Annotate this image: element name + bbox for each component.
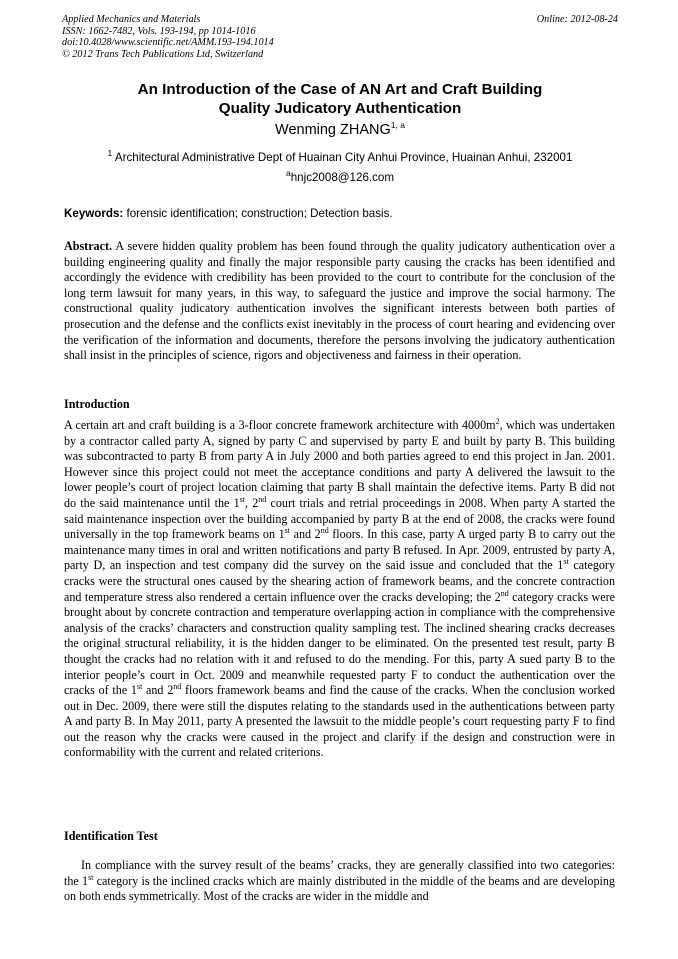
intro-text-10: floors framework beams and find the cause of the cracks. When the conclusion worked out in Dec. 2009, there were still the disputes relating to the standards used in the authentications between party A and party B. In May 2011, party A presented the lawsuit to the middle people’s court requesting party F to find out the reason why the cracks were caused in the project and clarify if the design and construction were in conformability with the current and related criterions. (64, 683, 615, 760)
intro-sup-6: st (563, 557, 569, 567)
intro-text-7: category cracks were the structural ones caused by the shearing action of framework beams, and the concrete contraction and temperature stress also rendered a certain influence over the cracks developing; the 2 (64, 558, 615, 604)
intro-sup-5: nd (320, 526, 329, 536)
journal-name: Applied Mechanics and Materials (62, 14, 201, 25)
author-line (62, 121, 618, 139)
abstract-label: Abstract. (64, 239, 113, 253)
keywords (64, 206, 616, 221)
email-superscript: a (285, 168, 291, 179)
intro-text-1: A certain art and craft building is a 3-floor concrete framework architecture with 4000m (64, 418, 496, 432)
affiliation-superscript: 1 (107, 148, 113, 159)
title-line-1: An Introduction of the Case of AN Art and Craft Building (137, 81, 543, 98)
introduction-paragraph (64, 418, 615, 761)
intro-text-4: court trials and retrial proceedings in 2008. When party A started the said maintenance inspection over the building accompanied by party B at the end of 2008, the cracks were found universally in the top framework beams on 1 (64, 495, 616, 542)
ident-text-2: category is the inclined cracks which are mainly distributed in the middle of the beams and are developing on both ends symmetrically. Most of the cracks are wider in the middle and (64, 873, 615, 904)
intro-text-8: category cracks were brought about by concrete contraction and temperature overlapping action in compliance with the comprehensive analysis of the cracks’ characters and construction quality sampling test. The inclined shearing cracks decreases the original structural reliability, it is the hidden danger to be eliminated. On the presented test result, party B thought the cracks had no relation with it and refused to do the mending. For this, party A sued party B to the interior people’s court in Oct. 2009 and meanwhile requested party F to conduct the authentication over the cracks of the 1 (64, 589, 615, 698)
intro-sup-1: 2 (495, 416, 500, 426)
author-superscript: 1, a (390, 120, 405, 131)
intro-sup-2: st (239, 494, 245, 504)
paper-title (62, 80, 618, 118)
keywords-label: Keywords: (64, 207, 124, 220)
intro-sup-4: st (284, 526, 290, 536)
author-name: Wenming ZHANG (275, 122, 391, 138)
identification-heading: Identification Test (64, 829, 158, 843)
ident-sup-1: st (88, 872, 94, 882)
email-address: hnjc2008@126.com (290, 171, 395, 184)
online-date: Online: 2012-08-24 (536, 14, 618, 25)
journal-doi: doi:10.4028/www.scientific.net/AMM.193-194.1014 (62, 37, 274, 49)
journal-issn: ISSN: 1662-7482, Vols. 193-194, pp 1014-1016 (62, 25, 256, 37)
introduction-heading: Introduction (64, 397, 130, 411)
abstract-text: A severe hidden quality problem has been found through the quality judicatory authentication over a building engineering quality and finally the major responsible party causing the cracks has been identified and accordingly the evidence with credibility has been provided to the court to contribute for the conclusion of the long term lawsuit for many years, in this way, to safeguard the justice and improve the social harmony. The constructional quality judicatory authentication involves the significant interests between both parties of prosecution and the defense and the conflicts exist inevitably in the process of court hearing and evidencing over the verification of the information and documents, therefore the persons involving the judicatory authentication shall insist in the principles of science, rigors and objectiveness and fairness in their operation. (64, 239, 615, 363)
abstract (64, 239, 615, 364)
intro-sup-8: st (136, 682, 143, 692)
intro-sup-9: nd (173, 682, 182, 692)
intro-text-6: floors. In this case, party A urged party B to carry out the maintenance many times in oral and written notifications and party B refused. In Apr. 2009, entrusted by party A, party D, an inspection and test company did the survey on the said issue and concluded that the 1 (64, 527, 615, 573)
intro-sup-3: nd (258, 494, 267, 504)
intro-sup-7: nd (500, 588, 509, 598)
affiliation (62, 150, 618, 165)
intro-text-2: , which was undertaken by a contractor called party A, signed by party C and supervised by party E and built by party B. This building was subcontracted to party B from party A in July 2000 and both parties agreed to end this project in Jan. 2001. However since this project could not meet the acceptance conditions and party A delivered the lawsuit to the lower people’s court of project location claiming that party B shall maintain the defective items. Party B did not do the said maintenance until the 1 (64, 418, 615, 510)
title-line-2: Quality Judicatory Authentication (218, 100, 462, 117)
intro-text-5: and 2 (289, 527, 321, 542)
affiliation-text: Architectural Administrative Dept of Huainan City Anhui Province, Huainan Anhui, 232001 (114, 151, 573, 164)
keywords-text: forensic identification; construction; Detection basis. (123, 207, 393, 220)
intro-text-9: and 2 (142, 683, 174, 698)
identification-paragraph (64, 858, 615, 905)
ident-text-1: In compliance with the survey result of the beams’ cracks, they are generally classified into two categories: the 1 (64, 858, 615, 888)
intro-text-3: , 2 (245, 495, 259, 510)
journal-info (62, 14, 274, 60)
journal-copyright: © 2012 Trans Tech Publications Ltd, Switzerland (62, 48, 264, 60)
email-line (62, 170, 618, 185)
